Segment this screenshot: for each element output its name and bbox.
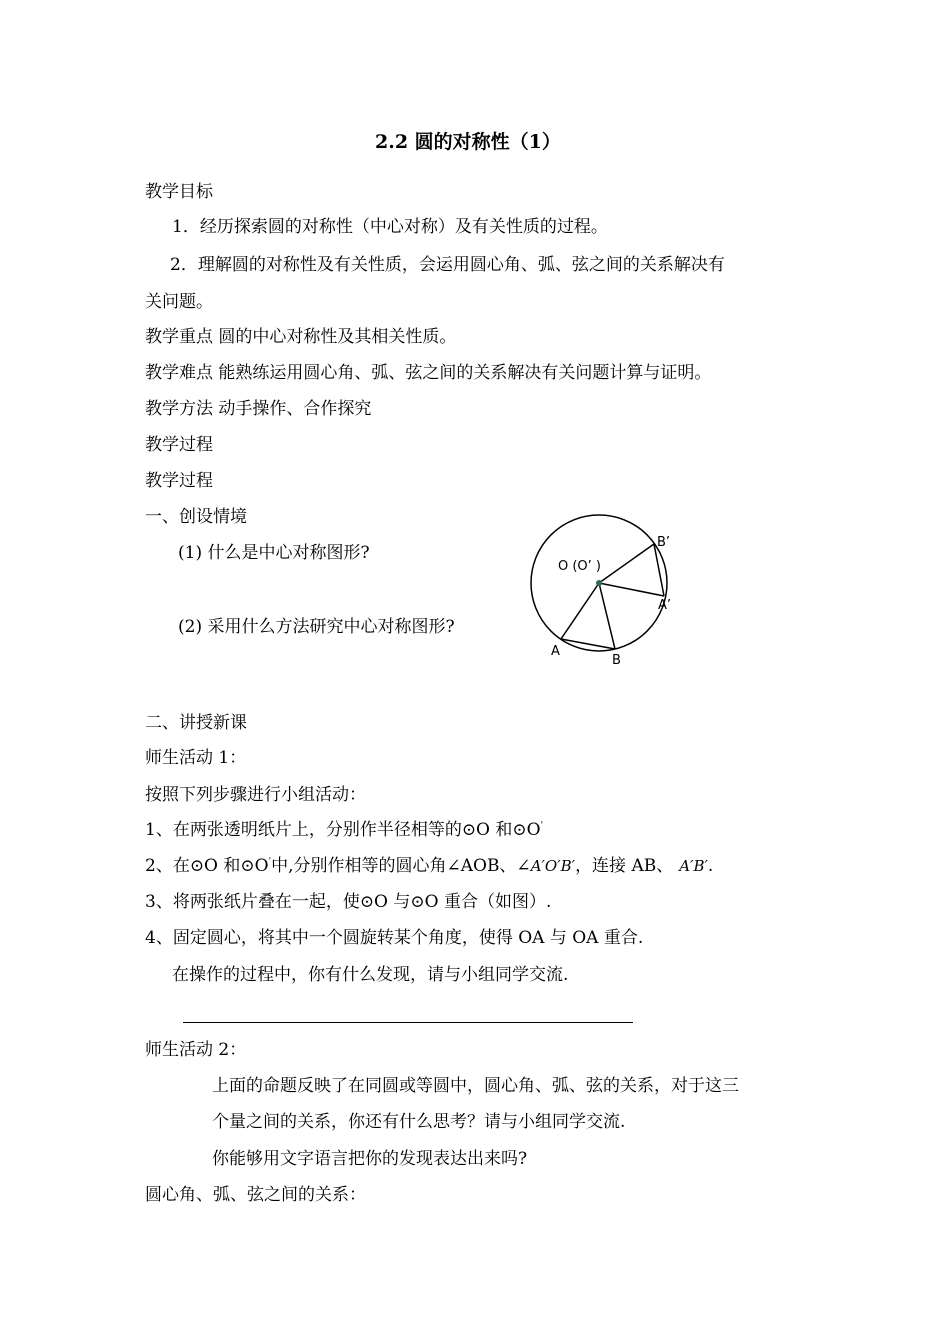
label-a-prime: A’	[658, 598, 672, 613]
teaching-method: 教学方法 动手操作、合作探究	[145, 399, 372, 419]
observation-prompt: 在操作的过程中，你有什么发现，请与小组同学交流.	[172, 965, 569, 985]
objective-item-1: 1．经历探索圆的对称性（中心对称）及有关性质的过程。	[172, 217, 608, 237]
radius-oa	[561, 583, 599, 639]
activity-2-para-line-1: 上面的命题反映了在同圆或等圆中，圆心角、弧、弦的关系，对于这三	[212, 1076, 739, 1096]
label-b-prime: B’	[657, 535, 671, 550]
step-3: 3、将两张纸片叠在一起，使⊙O 与⊙O 重合（如图）.	[145, 892, 552, 912]
step-1-prime: '	[540, 821, 544, 831]
radius-oa-prime	[599, 583, 664, 596]
section-2-heading: 二、讲授新课	[145, 713, 247, 733]
difficulty: 教学难点 能熟练运用圆心角、弧、弦之间的关系解决有关问题计算与证明。	[145, 363, 712, 383]
key-point: 教学重点 圆的中心对称性及其相关性质。	[145, 327, 457, 347]
step-1	[145, 822, 543, 839]
page-title: 2.2 圆的对称性（1）	[375, 131, 561, 153]
step-1-text: 1、在两张透明纸片上，分别作半径相等的⊙O 和⊙O	[145, 820, 541, 840]
label-a: A	[551, 644, 560, 659]
label-b: B	[612, 653, 621, 668]
relation-heading: 圆心角、弧、弦之间的关系：	[145, 1185, 366, 1205]
answer-blank-line	[183, 1022, 633, 1023]
label-o: O (O’ )	[558, 559, 602, 574]
activity-2-para-line-2: 个量之间的关系，你还有什么思考？请与小组同学交流.	[212, 1112, 626, 1132]
activity-2-heading: 师生活动 2：	[145, 1040, 247, 1060]
center-point	[596, 580, 602, 586]
rotated-circle-figure	[528, 512, 688, 672]
activity-1-heading: 师生活动 1：	[145, 748, 247, 768]
activity-intro: 按照下列步骤进行小组活动：	[145, 785, 366, 805]
step-4: 4、固定圆心，将其中一个圆旋转某个角度，使得 OA 与 OA 重合.	[145, 928, 644, 948]
teaching-process-heading-2: 教学过程	[145, 471, 213, 491]
step-2-end: .	[707, 856, 714, 876]
step-2-part-b: 中,分别作相等的圆心角∠AOB、∠	[271, 856, 531, 876]
step-2-angle: A′O′B′	[530, 857, 576, 875]
radius-ob	[599, 583, 615, 649]
step-2-segment: A′B′	[679, 857, 708, 875]
section-1-heading: 一、创设情境	[145, 507, 247, 527]
step-2-prime: '	[268, 857, 272, 867]
objective-item-2-line-1: 2．理解圆的对称性及有关性质，会运用圆心角、弧、弦之间的关系解决有	[170, 255, 725, 275]
step-2	[145, 858, 713, 875]
step-2-part-c: ，连接 AB、	[575, 856, 674, 876]
objective-item-2-line-2: 关问题。	[145, 292, 213, 312]
objectives-heading: 教学目标	[145, 182, 213, 202]
step-2-part-a: 2、在⊙O 和⊙O	[145, 856, 269, 876]
teaching-process-heading-1: 教学过程	[145, 435, 213, 455]
question-1: (1) 什么是中心对称图形?	[178, 543, 370, 563]
question-2: (2) 采用什么方法研究中心对称图形?	[178, 617, 455, 637]
radius-ob-prime	[599, 544, 654, 583]
activity-2-para-line-3: 你能够用文字语言把你的发现表达出来吗?	[212, 1149, 528, 1169]
